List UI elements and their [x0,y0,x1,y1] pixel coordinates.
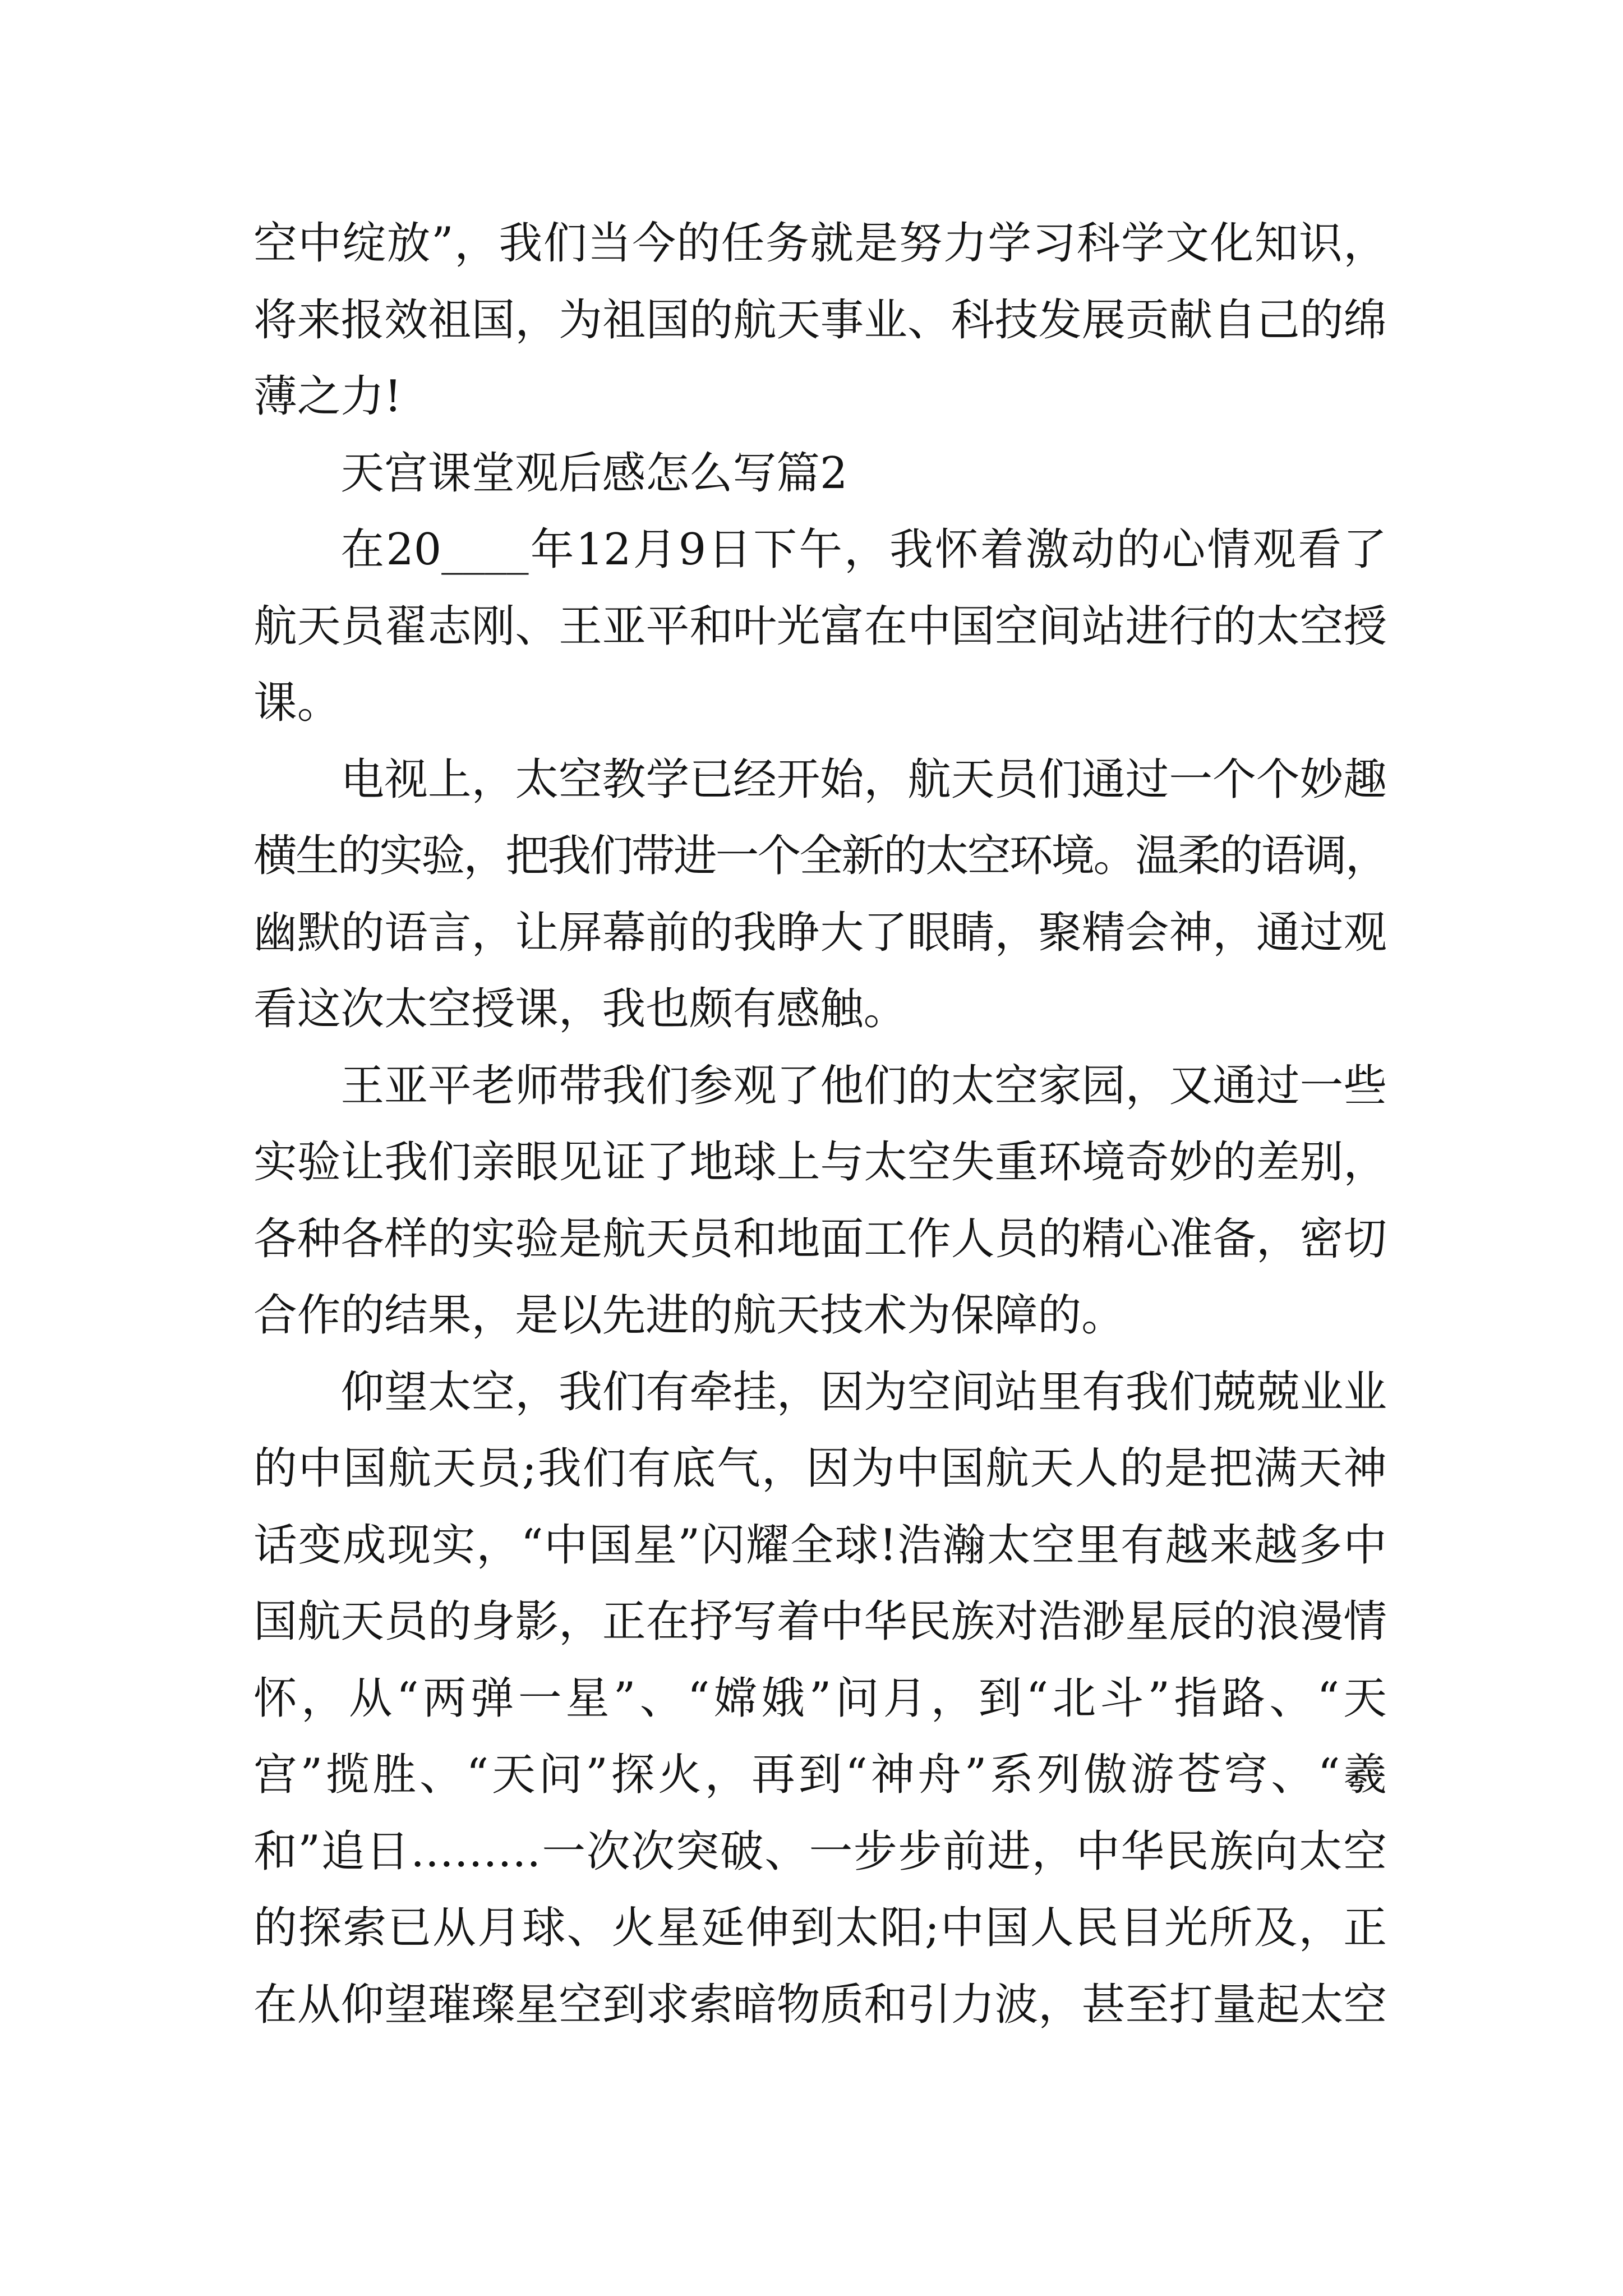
intro-paragraph [253,205,1387,435]
text-line: 薄之力! [253,371,402,422]
paragraph [253,1048,1387,1354]
text-line: 的探索已从月球、火星延伸到太阳;中国人民目光所及，正 [253,1903,1387,1953]
text-line: 国航天员的身影，正在抒写着中华民族对浩渺星辰的浪漫情 [253,1596,1387,1647]
text-line: 的中国航天员;我们有底气，因为中国航天人的是把满天神 [253,1443,1387,1494]
text-line: 怀，从“两弹一星”、“嫦娥”问月，到“北斗”指路、“天 [253,1673,1387,1724]
text-line: 合作的结果，是以先进的航天技术为保障的。 [253,1290,1125,1341]
text-line: 课。 [253,678,341,728]
text-line: 实验让我们亲眼见证了地球上与太空失重环境奇妙的差别， [253,1137,1387,1188]
text-line: 话变成现实，“中国星”闪耀全球!浩瀚太空里有越来越多中 [253,1520,1387,1571]
text-line: 在从仰望璀璨星空到求索暗物质和引力波，甚至打量起太空 [253,1979,1387,2030]
text-line: 宫”揽胜、“天问”探火，再到“神舟”系列傲游苍穹、“羲 [253,1750,1387,1800]
paragraph [253,742,1387,1048]
paragraph [253,512,1387,742]
text-line: 仰望太空，我们有牵挂，因为空间站里有我们兢兢业业 [340,1366,1387,1418]
text-line: 横生的实验，把我们带进一个全新的太空环境。温柔的语调， [253,831,1387,881]
text-line: 看这次太空授课，我也颇有感触。 [253,984,907,1034]
text-line: 和”追日………一次次突破、一步步前进，中华民族向太空 [253,1826,1387,1877]
text-line: 王亚平老师带我们参观了他们的太空家园，又通过一些 [340,1060,1387,1111]
text-line: 电视上，太空教学已经开始，航天员们通过一个个妙趣 [340,754,1387,805]
text-line: 各种各样的实验是航天员和地面工作人员的精心准备，密切 [253,1213,1387,1264]
text-line: 将来报效祖国，为祖国的航天事业、科技发展贡献自己的绵 [253,295,1387,346]
document-body [253,205,1387,2043]
text-line: 空中绽放”，我们当今的任务就是努力学习科学文化知识， [253,218,1387,269]
paragraph [253,1354,1387,2044]
text-line: 在20____年12月9日下午，我怀着激动的心情观看了 [340,524,1387,575]
text-line: 航天员翟志刚、王亚平和叶光富在中国空间站进行的太空授 [253,601,1387,652]
text-line: 幽默的语言，让屏幕前的我睁大了眼睛，聚精会神，通过观 [253,907,1387,958]
section-heading: 天宫课堂观后感怎么写篇2 [340,448,848,499]
